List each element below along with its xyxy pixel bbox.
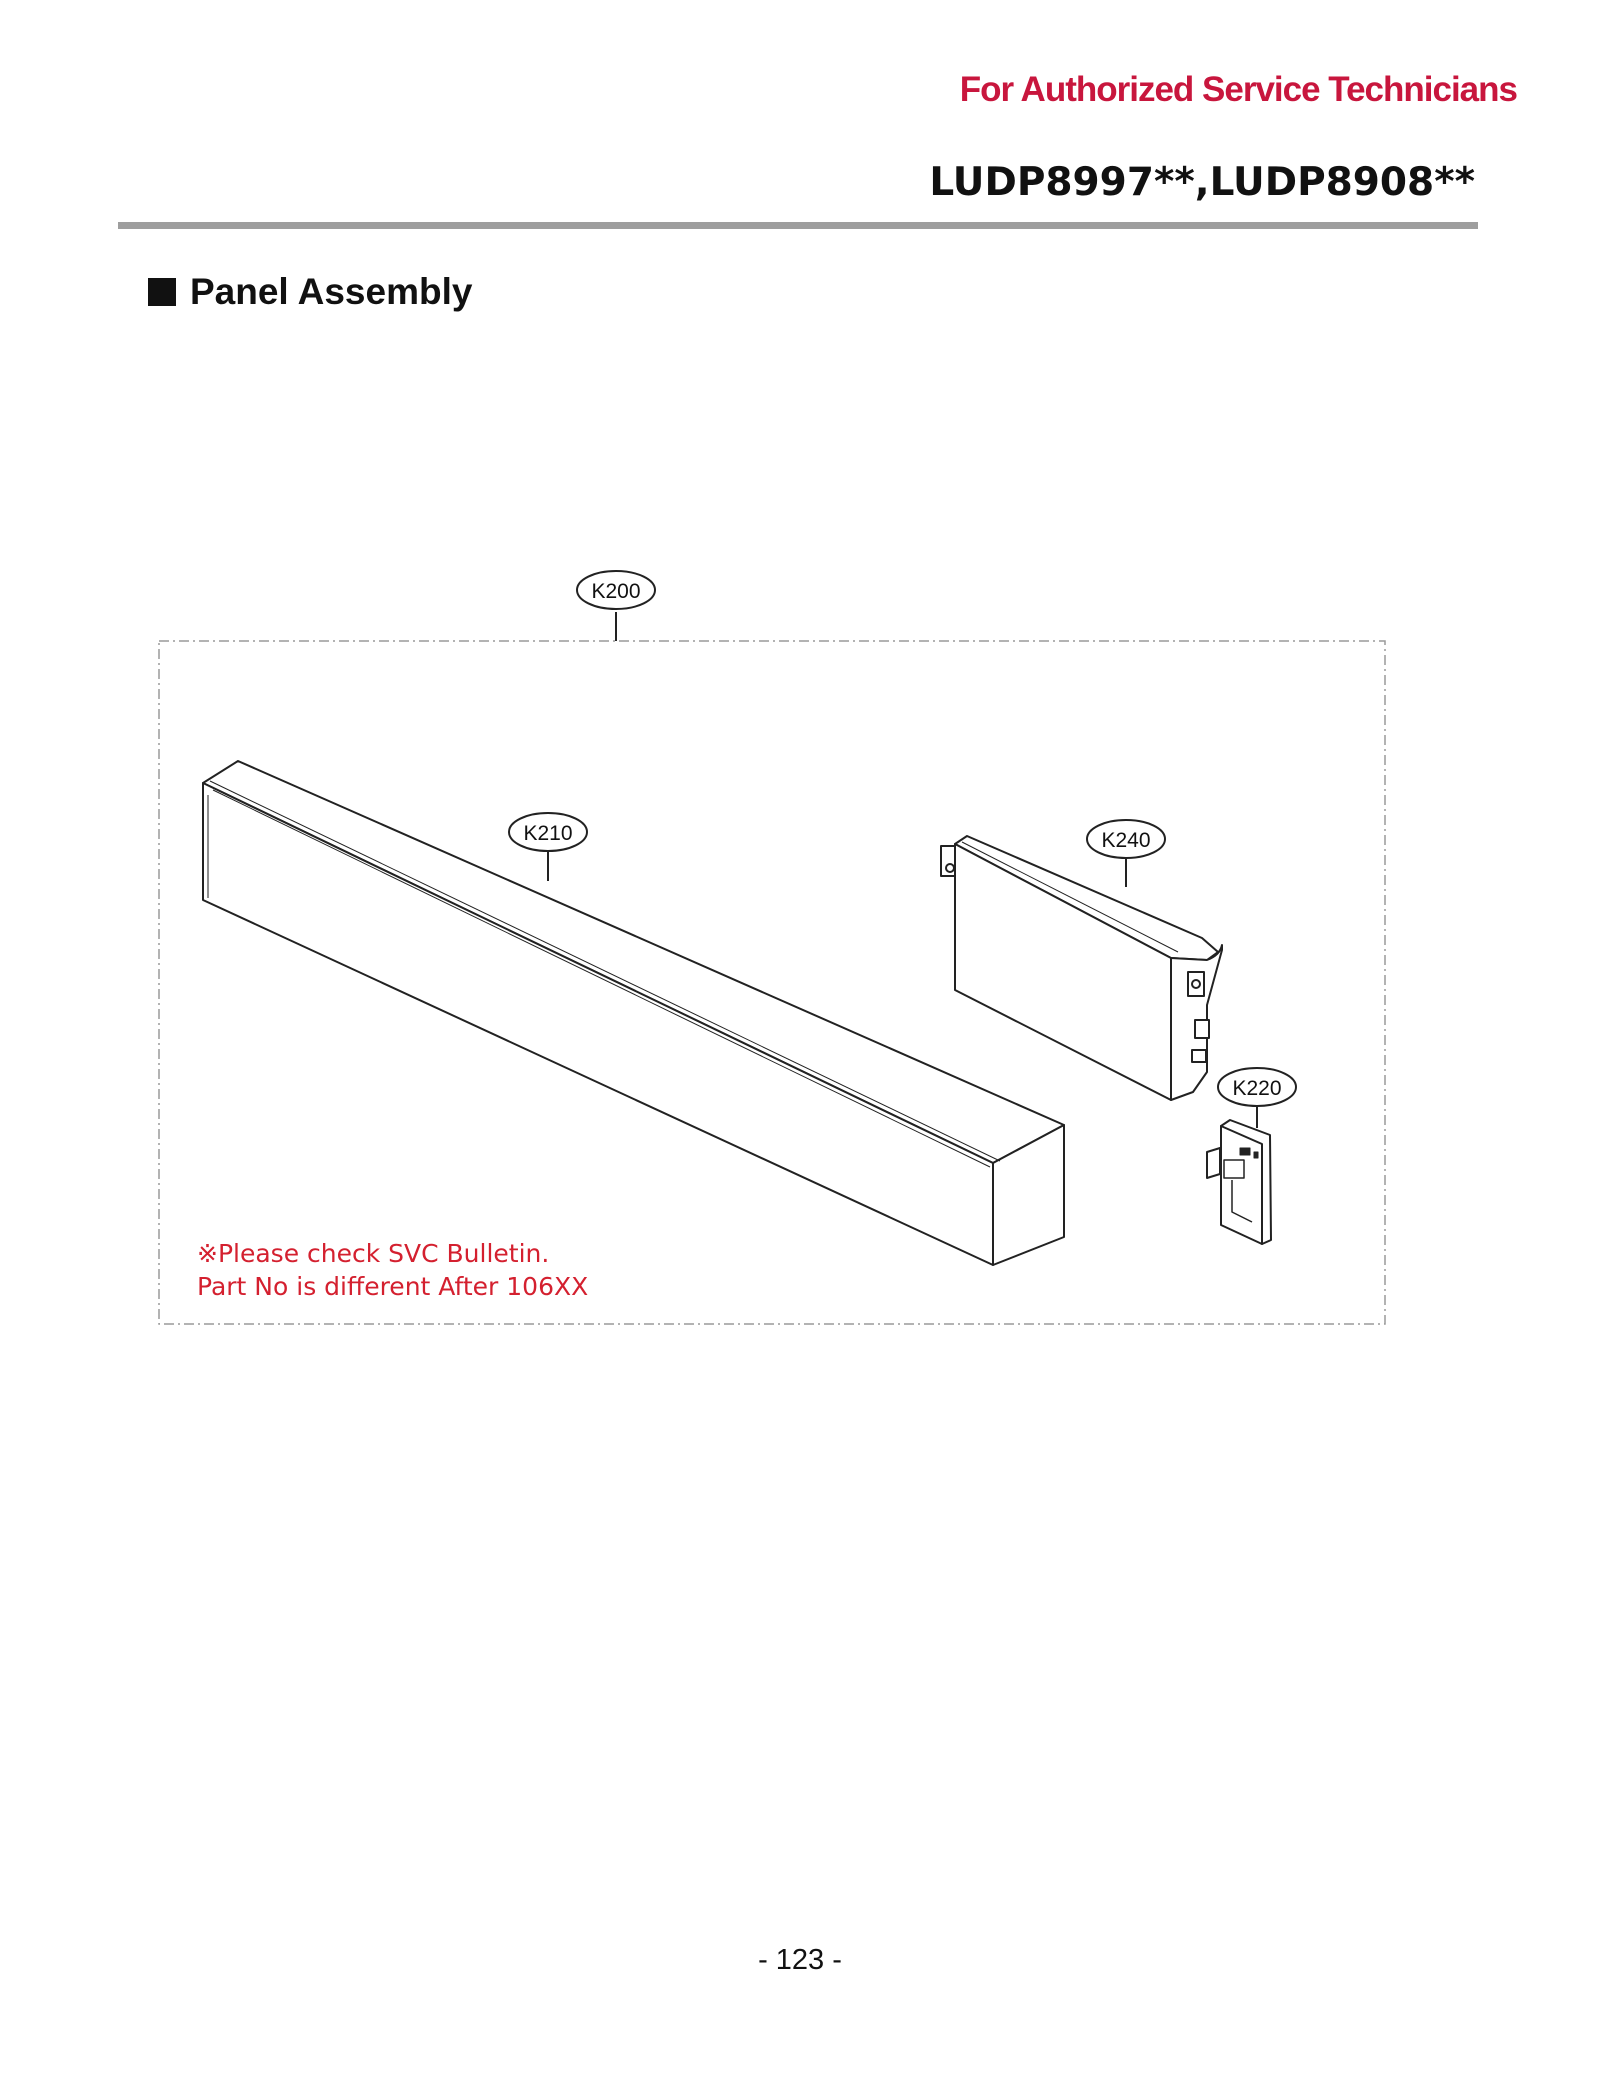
callout-k200[interactable] (577, 571, 655, 641)
callout-k240-label: K240 (1101, 829, 1151, 852)
section-title: Panel Assembly (190, 271, 473, 312)
part-k220-board (1207, 1120, 1271, 1244)
callout-k220[interactable] (1218, 1068, 1296, 1128)
part-k210-bar (203, 761, 1064, 1265)
bulletin-note-line-2: Part No is different After 106XX (197, 1272, 589, 1301)
callout-k210[interactable] (509, 813, 587, 881)
callout-k210-label: K210 (523, 822, 573, 845)
header-authorized-label: For Authorized Service Technicians (959, 70, 1517, 109)
part-k240-cover (941, 836, 1222, 1100)
callout-k240[interactable] (1087, 820, 1165, 887)
bulletin-note-line-1: ※Please check SVC Bulletin. (197, 1239, 550, 1268)
callout-k220-label: K220 (1232, 1077, 1282, 1100)
page-number: - 123 - (758, 1944, 842, 1976)
header-model-number: LUDP8997**,LUDP8908** (929, 160, 1475, 205)
callout-k200-label: K200 (591, 580, 641, 603)
